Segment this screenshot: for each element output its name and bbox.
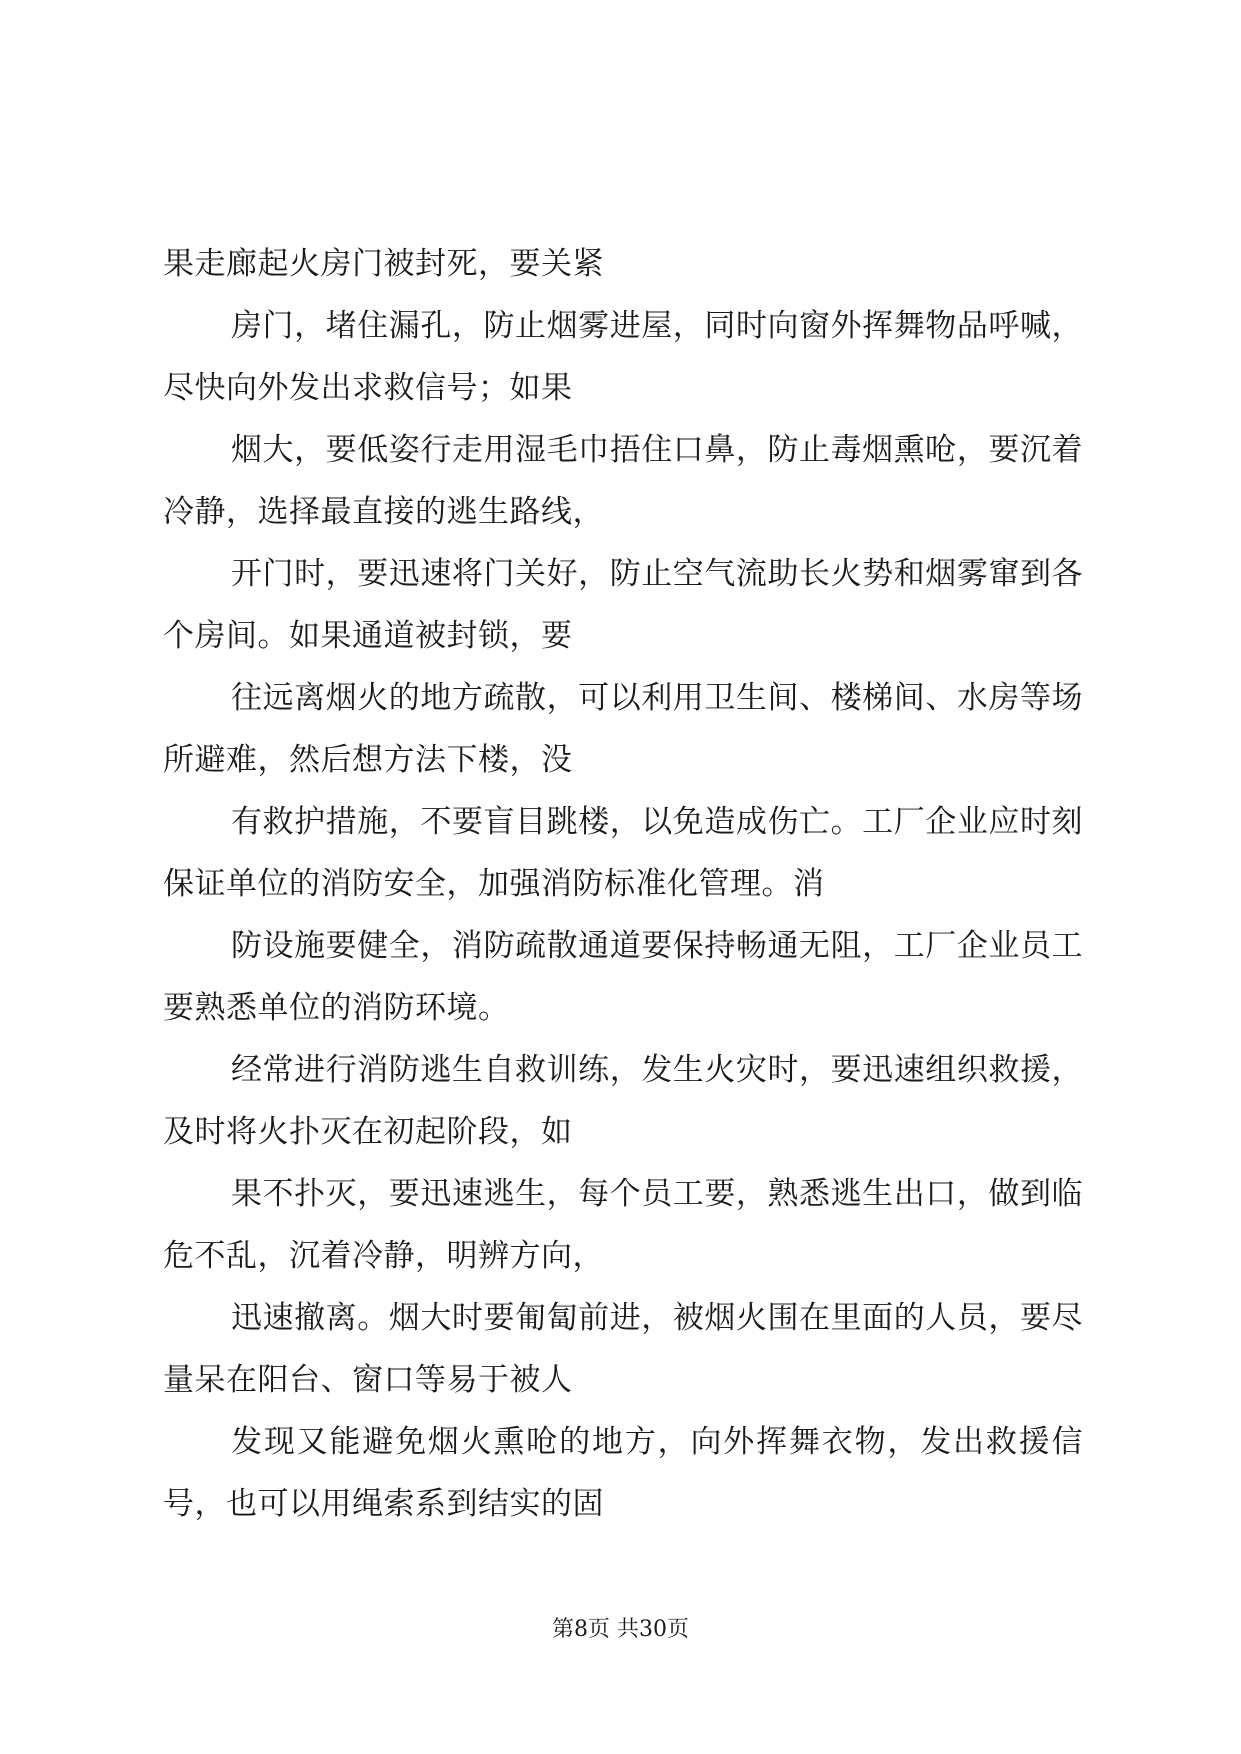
paragraph: 往远离烟火的地方疏散，可以利用卫生间、楼梯间、水房等场所避难，然后想方法下楼，没 [163, 680, 1083, 778]
paragraph: 果走廊起火房门被封死，要关紧 [163, 246, 604, 282]
paragraph: 果不扑灭，要迅速逃生，每个员工要，熟悉逃生出口，做到临危不乱，沉着冷静，明辨方向， [163, 1176, 1083, 1274]
document-body [163, 233, 1083, 1535]
paragraph: 防设施要健全，消防疏散通道要保持畅通无阻，工厂企业员工要熟悉单位的消防环境。 [163, 928, 1083, 1026]
paragraph: 有救护措施，不要盲目跳楼，以免造成伤亡。工厂企业应时刻保证单位的消防安全，加强消防标准化管理。消 [163, 804, 1083, 902]
paragraph: 开门时，要迅速将门关好，防止空气流助长火势和烟雾窜到各个房间。如果通道被封锁，要 [163, 556, 1083, 654]
paragraph: 迅速撤离。烟大时要匍匐前进，被烟火围在里面的人员，要尽量呆在阳台、窗口等易于被人 [163, 1300, 1083, 1398]
paragraph: 烟大，要低姿行走用湿毛巾捂住口鼻，防止毒烟熏呛，要沉着冷静，选择最直接的逃生路线， [163, 432, 1083, 530]
paragraph: 经常进行消防逃生自救训练，发生火灾时，要迅速组织救援，及时将火扑灭在初起阶段，如 [163, 1052, 1083, 1150]
page-number-footer: 第8页 共30页 [552, 1617, 689, 1642]
paragraph: 房门，堵住漏孔，防止烟雾进屋，同时向窗外挥舞物品呼喊，尽快向外发出求救信号；如果 [163, 308, 1083, 406]
paragraph: 发现又能避免烟火熏呛的地方，向外挥舞衣物，发出救援信号，也可以用绳索系到结实的固 [163, 1424, 1083, 1522]
